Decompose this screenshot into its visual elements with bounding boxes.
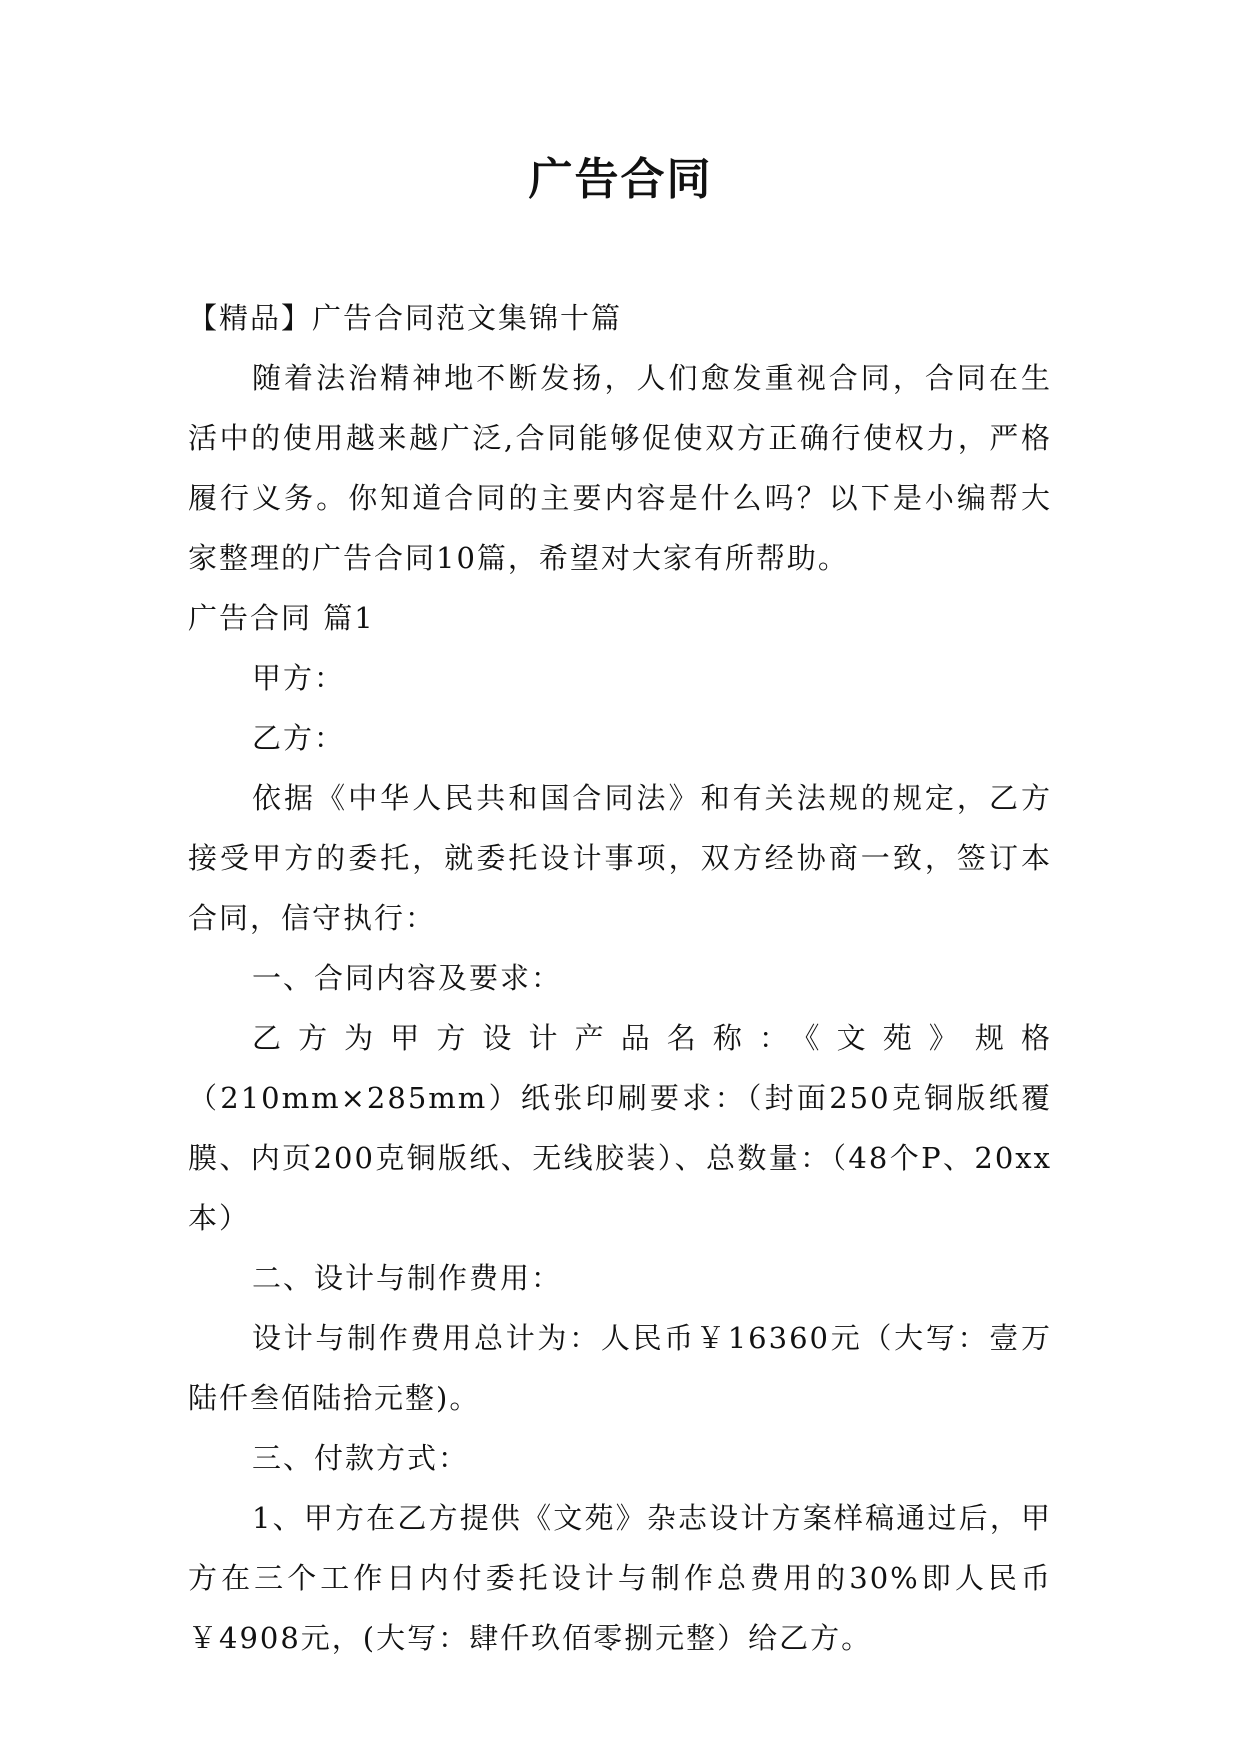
clause-3-heading: 三、付款方式： — [252, 1441, 470, 1475]
clause-2-content: 设计与制作费用总计为：人民币￥16360元（大写：壹万陆仟叁佰陆拾元整)。 — [188, 1321, 1052, 1415]
intro-paragraph: 随着法治精神地不断发扬，人们愈发重视合同，合同在生活中的使用越来越广泛,合同能够促使双方正确行使权力，严格履行义务。你知道合同的主要内容是什么吗？以下是小编帮大家整理的广告合同10篇，希望对大家有所帮助。 — [188, 361, 1052, 575]
clause-1-content: 乙方为甲方设计产品名称：《文苑》规格（210mm×285mm）纸张印刷要求：（封面250克铜版纸覆膜、内页200克铜版纸、无线胶装）、总数量：（48个P、20xx本） — [188, 1021, 1052, 1235]
section-heading: 广告合同 篇1 — [188, 601, 375, 635]
clause-3-item-1: 1、甲方在乙方提供《文苑》杂志设计方案样稿通过后，甲方在三个工作日内付委托设计与制作总费用的30%即人民币￥4908元，(大写：肆仟玖佰零捌元整）给乙方。 — [188, 1501, 1052, 1655]
intro-heading: 【精品】广告合同范文集锦十篇 — [188, 301, 623, 335]
party-b-line: 乙方： — [252, 721, 346, 755]
clause-1-heading: 一、合同内容及要求： — [252, 961, 563, 995]
basis-paragraph: 依据《中华人民共和国合同法》和有关法规的规定，乙方接受甲方的委托，就委托设计事项，双方经协商一致，签订本合同，信守执行： — [188, 781, 1052, 935]
party-a-line: 甲方： — [252, 661, 346, 695]
document-body — [188, 288, 1052, 1668]
clause-2-heading: 二、设计与制作费用： — [252, 1261, 563, 1295]
document-title: 广告合同 — [528, 154, 713, 205]
